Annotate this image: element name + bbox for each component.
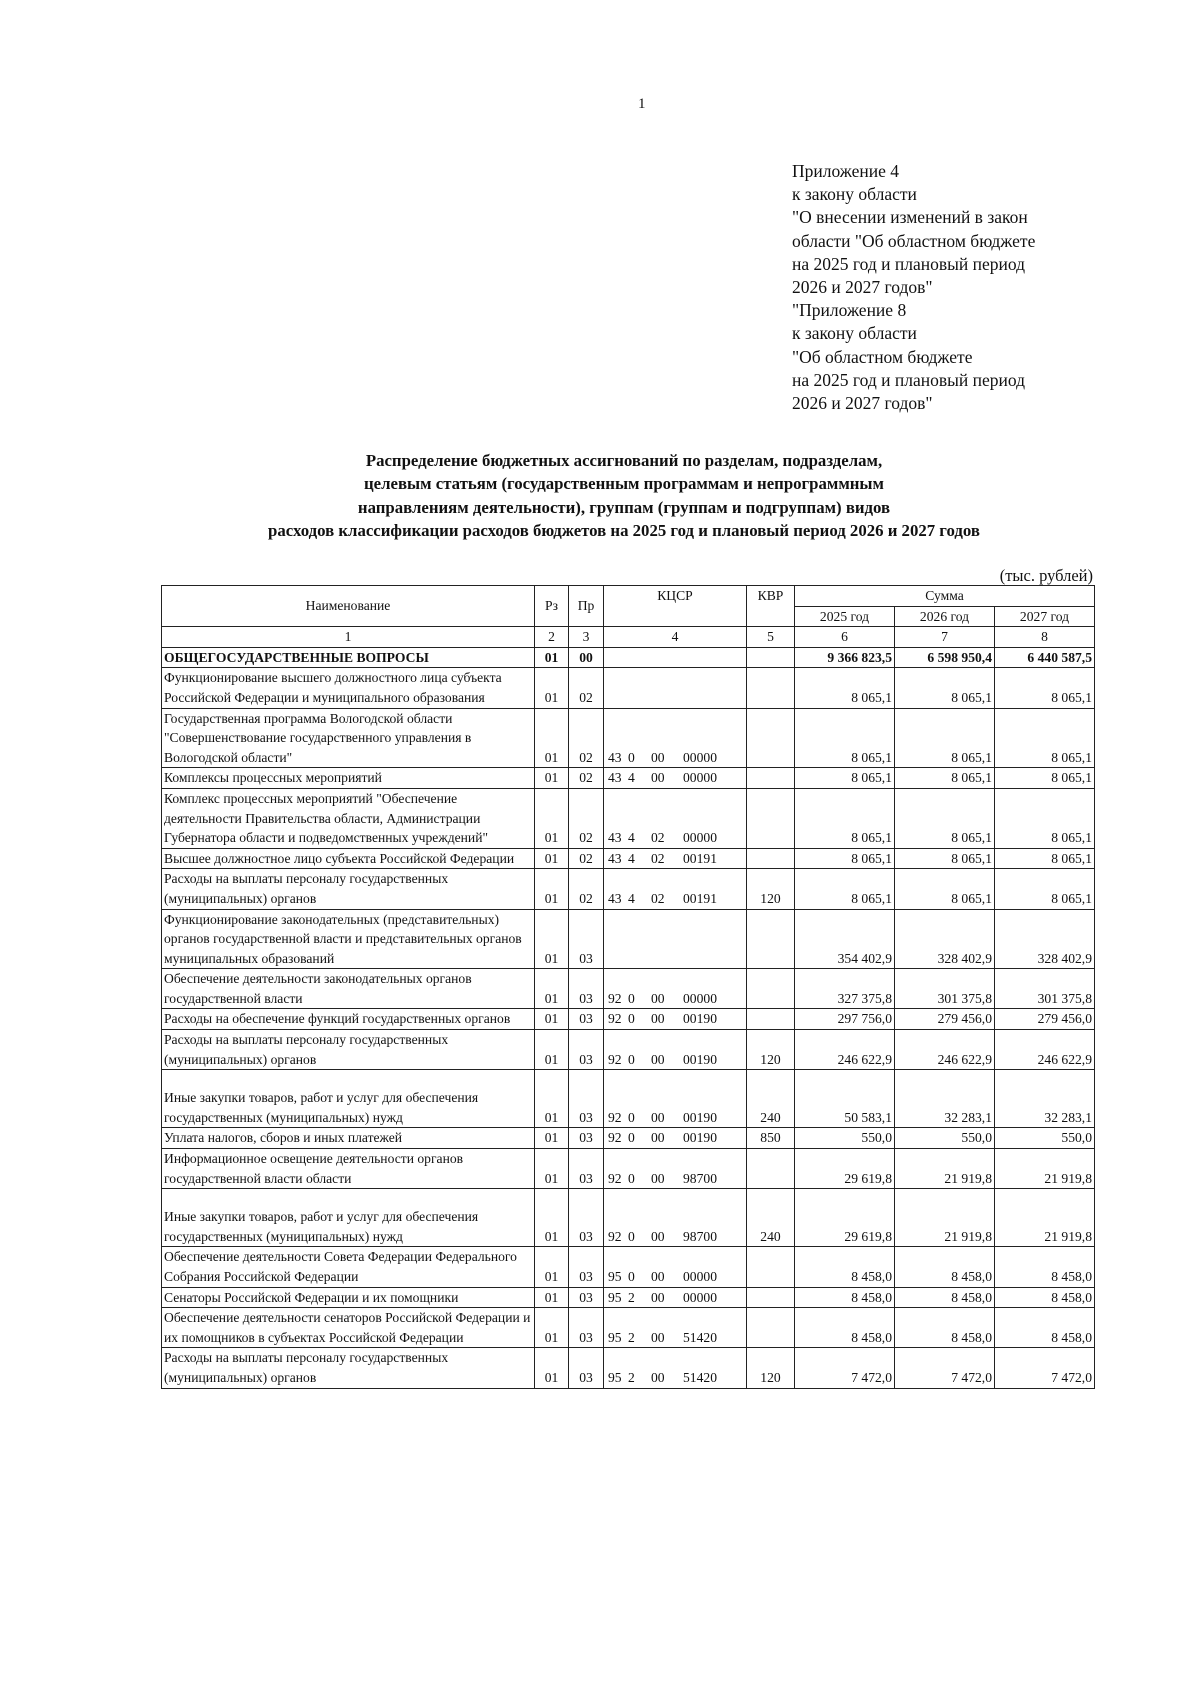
kcsr-part: 4 <box>628 770 635 786</box>
row-pr: 00 <box>569 647 604 668</box>
row-name: ОБЩЕГОСУДАРСТВЕННЫЕ ВОПРОСЫ <box>162 647 535 668</box>
row-pr: 02 <box>569 768 604 789</box>
table-row <box>162 708 1095 768</box>
row-rz: 01 <box>535 668 569 708</box>
column-number: 5 <box>747 627 795 648</box>
row-sum-2026: 328 402,9 <box>895 909 995 969</box>
row-kvr <box>747 1308 795 1348</box>
row-sum-2026: 301 375,8 <box>895 969 995 1009</box>
kcsr-part: 00 <box>651 1369 665 1385</box>
document-title <box>150 449 1098 542</box>
column-number: 8 <box>995 627 1095 648</box>
table-row <box>162 1348 1095 1388</box>
row-sum-2027: 8 065,1 <box>995 869 1095 909</box>
appendix-line: к закону области <box>792 323 917 344</box>
appendix-line: на 2025 год и плановый период <box>792 369 1026 390</box>
row-pr: 03 <box>569 1009 604 1030</box>
row-kcsr <box>604 1070 747 1128</box>
row-sum-2025: 8 065,1 <box>795 768 895 789</box>
column-number: 4 <box>604 627 747 648</box>
kcsr-part: 00000 <box>683 990 717 1006</box>
table-row <box>162 668 1095 708</box>
row-sum-2026: 8 065,1 <box>895 788 995 848</box>
column-number: 6 <box>795 627 895 648</box>
kcsr-part: 0 <box>628 1170 635 1186</box>
kcsr-part: 92 <box>608 1130 622 1146</box>
column-number: 3 <box>569 627 604 648</box>
row-sum-2025: 29 619,8 <box>795 1149 895 1189</box>
row-kcsr <box>604 708 747 768</box>
row-sum-2027: 8 065,1 <box>995 768 1095 789</box>
row-sum-2026: 21 919,8 <box>895 1149 995 1189</box>
row-kvr: 240 <box>747 1189 795 1247</box>
header-pr: Пр <box>569 586 604 627</box>
table-row <box>162 909 1095 969</box>
kcsr-part: 00000 <box>683 1289 717 1305</box>
table-row <box>162 1287 1095 1308</box>
kcsr-part: 00 <box>651 770 665 786</box>
column-number: 1 <box>162 627 535 648</box>
appendix-block <box>792 160 1092 415</box>
row-rz: 01 <box>535 1287 569 1308</box>
title-line: направлениям деятельности), группам (группам и подгруппам) видов <box>357 497 891 517</box>
row-name: Функционирование законодательных (представительных) органов государственной власти и представительных органов муниципальных образований <box>162 909 535 969</box>
row-sum-2027: 21 919,8 <box>995 1149 1095 1189</box>
kcsr-part: 4 <box>628 830 635 846</box>
row-sum-2025: 550,0 <box>795 1128 895 1149</box>
row-kcsr <box>604 647 747 668</box>
row-rz: 01 <box>535 768 569 789</box>
row-kvr <box>747 1149 795 1189</box>
row-kcsr <box>604 768 747 789</box>
row-rz: 01 <box>535 1348 569 1388</box>
kcsr-part: 00 <box>651 1011 665 1027</box>
row-pr: 03 <box>569 1189 604 1247</box>
row-sum-2025: 354 402,9 <box>795 909 895 969</box>
table-row <box>162 1247 1095 1287</box>
kcsr-part: 00 <box>651 1051 665 1067</box>
row-kcsr <box>604 1009 747 1030</box>
kcsr-part: 0 <box>628 1228 635 1244</box>
row-sum-2025: 246 622,9 <box>795 1030 895 1070</box>
row-sum-2025: 8 065,1 <box>795 848 895 869</box>
table-row <box>162 1128 1095 1149</box>
kcsr-part: 2 <box>628 1329 635 1345</box>
row-kcsr <box>604 1247 747 1287</box>
kcsr-part: 00190 <box>683 1051 717 1067</box>
kcsr-part: 0 <box>628 749 635 765</box>
row-name: Обеспечение деятельности Совета Федерации Федерального Собрания Российской Федерации <box>162 1247 535 1287</box>
header-kcsr: КЦСР <box>604 586 747 627</box>
row-sum-2026: 8 065,1 <box>895 708 995 768</box>
kcsr-part: 92 <box>608 1011 622 1027</box>
kcsr-part: 92 <box>608 990 622 1006</box>
kcsr-part: 95 <box>608 1289 622 1305</box>
row-kvr: 120 <box>747 869 795 909</box>
kcsr-part: 51420 <box>683 1329 717 1345</box>
table-row <box>162 1189 1095 1247</box>
row-kvr: 850 <box>747 1128 795 1149</box>
row-sum-2025: 50 583,1 <box>795 1070 895 1128</box>
row-sum-2025: 29 619,8 <box>795 1189 895 1247</box>
row-kcsr <box>604 869 747 909</box>
row-sum-2025: 8 458,0 <box>795 1308 895 1348</box>
row-sum-2026: 8 065,1 <box>895 869 995 909</box>
row-kvr <box>747 768 795 789</box>
row-name: Расходы на выплаты персоналу государственных (муниципальных) органов <box>162 869 535 909</box>
row-kcsr <box>604 1348 747 1388</box>
row-sum-2027: 550,0 <box>995 1128 1095 1149</box>
table-row <box>162 1009 1095 1030</box>
kcsr-part: 43 <box>608 830 622 846</box>
row-kcsr <box>604 969 747 1009</box>
row-pr: 03 <box>569 1287 604 1308</box>
kcsr-part: 00000 <box>683 1269 717 1284</box>
header-kvr: КВР <box>747 586 795 627</box>
row-sum-2027: 8 458,0 <box>995 1247 1095 1287</box>
title-line: расходов классификации расходов бюджетов на 2025 год и плановый период 2026 и 2027 годов <box>268 520 980 540</box>
kcsr-part: 98700 <box>683 1228 717 1244</box>
row-rz: 01 <box>535 1030 569 1070</box>
row-kvr <box>747 1009 795 1030</box>
table-row <box>162 969 1095 1009</box>
row-sum-2026: 8 065,1 <box>895 668 995 708</box>
row-kvr <box>747 708 795 768</box>
row-sum-2027: 21 919,8 <box>995 1189 1095 1247</box>
row-pr: 03 <box>569 1247 604 1287</box>
row-sum-2026: 32 283,1 <box>895 1070 995 1128</box>
kcsr-part: 92 <box>608 1051 622 1067</box>
row-sum-2026: 279 456,0 <box>895 1009 995 1030</box>
kcsr-part: 00 <box>651 1228 665 1244</box>
row-name: Сенаторы Российской Федерации и их помощники <box>162 1287 535 1308</box>
row-sum-2025: 8 065,1 <box>795 708 895 768</box>
row-name: Функционирование высшего должностного лица субъекта Российской Федерации и муниципального образования <box>162 668 535 708</box>
row-name: Иные закупки товаров, работ и услуг для обеспечения государственных (муниципальных) нужд <box>162 1189 535 1247</box>
row-sum-2025: 8 065,1 <box>795 869 895 909</box>
kcsr-part: 02 <box>651 890 665 906</box>
row-sum-2027: 32 283,1 <box>995 1070 1095 1128</box>
row-sum-2025: 7 472,0 <box>795 1348 895 1388</box>
row-kvr <box>747 909 795 969</box>
row-name: Расходы на выплаты персоналу государственных (муниципальных) органов <box>162 1030 535 1070</box>
kcsr-part: 00 <box>651 1269 665 1284</box>
kcsr-part: 92 <box>608 1228 622 1244</box>
header-sum: Сумма <box>795 586 1095 607</box>
row-pr: 03 <box>569 1030 604 1070</box>
row-kvr: 240 <box>747 1070 795 1128</box>
row-pr: 02 <box>569 708 604 768</box>
kcsr-part: 0 <box>628 1109 635 1125</box>
row-sum-2027: 8 458,0 <box>995 1287 1095 1308</box>
row-kvr: 120 <box>747 1348 795 1388</box>
row-rz: 01 <box>535 1009 569 1030</box>
row-pr: 02 <box>569 668 604 708</box>
row-rz: 01 <box>535 969 569 1009</box>
row-kcsr <box>604 1128 747 1149</box>
kcsr-part: 00 <box>651 1329 665 1345</box>
row-sum-2026: 550,0 <box>895 1128 995 1149</box>
row-kcsr <box>604 1287 747 1308</box>
kcsr-part: 00 <box>651 1109 665 1125</box>
row-rz: 01 <box>535 1128 569 1149</box>
row-rz: 01 <box>535 1070 569 1128</box>
table-row <box>162 848 1095 869</box>
kcsr-part: 00000 <box>683 770 717 786</box>
row-sum-2027: 8 065,1 <box>995 788 1095 848</box>
kcsr-part: 92 <box>608 1109 622 1125</box>
kcsr-part: 00 <box>651 749 665 765</box>
table-row <box>162 647 1095 668</box>
row-sum-2027: 8 458,0 <box>995 1308 1095 1348</box>
kcsr-part: 43 <box>608 850 622 866</box>
row-sum-2025: 8 458,0 <box>795 1287 895 1308</box>
row-sum-2026: 7 472,0 <box>895 1348 995 1388</box>
row-kvr <box>747 668 795 708</box>
row-pr: 03 <box>569 1128 604 1149</box>
row-kvr <box>747 969 795 1009</box>
title-line: целевым статьям (государственным программам и непрограммным <box>364 474 884 494</box>
kcsr-part: 2 <box>628 1369 635 1385</box>
appendix-line: "О внесении изменений в закон <box>792 207 1028 228</box>
row-sum-2027: 279 456,0 <box>995 1009 1095 1030</box>
kcsr-part: 95 <box>608 1369 622 1385</box>
appendix-line: 2026 и 2027 годов" <box>792 393 933 414</box>
kcsr-part: 00190 <box>683 1109 717 1125</box>
row-sum-2025: 8 065,1 <box>795 668 895 708</box>
header-year-2025: 2025 год <box>795 606 895 627</box>
row-kcsr <box>604 668 747 708</box>
appendix-line: Приложение 4 <box>792 161 900 181</box>
row-kcsr <box>604 848 747 869</box>
kcsr-part: 00190 <box>683 1011 717 1027</box>
row-pr: 03 <box>569 909 604 969</box>
table-row <box>162 869 1095 909</box>
table-row <box>162 1308 1095 1348</box>
kcsr-part: 0 <box>628 1269 635 1284</box>
row-sum-2026: 8 065,1 <box>895 848 995 869</box>
header-year-2027: 2027 год <box>995 606 1095 627</box>
row-name: Высшее должностное лицо субъекта Российской Федерации <box>162 848 535 869</box>
appendix-line: "Приложение 8 <box>792 300 907 321</box>
row-sum-2026: 246 622,9 <box>895 1030 995 1070</box>
row-kvr <box>747 1287 795 1308</box>
row-kcsr <box>604 788 747 848</box>
appendix-line: 2026 и 2027 годов" <box>792 277 933 298</box>
column-number: 7 <box>895 627 995 648</box>
row-kcsr <box>604 1149 747 1189</box>
kcsr-part: 51420 <box>683 1369 717 1385</box>
kcsr-part: 43 <box>608 770 622 786</box>
appendix-line: области "Об областном бюджете <box>792 230 1036 251</box>
kcsr-part: 00 <box>651 990 665 1006</box>
kcsr-part: 02 <box>651 830 665 846</box>
row-name: Расходы на выплаты персоналу государственных (муниципальных) органов <box>162 1348 535 1388</box>
row-sum-2027: 6 440 587,5 <box>995 647 1095 668</box>
row-name: Комплексы процессных мероприятий <box>162 768 535 789</box>
table-row <box>162 1030 1095 1070</box>
row-rz: 01 <box>535 1247 569 1287</box>
kcsr-part: 0 <box>628 1011 635 1027</box>
row-name: Иные закупки товаров, работ и услуг для обеспечения государственных (муниципальных) нужд <box>162 1070 535 1128</box>
row-pr: 02 <box>569 788 604 848</box>
header-rz: Рз <box>535 586 569 627</box>
row-sum-2026: 8 458,0 <box>895 1287 995 1308</box>
row-name: Обеспечение деятельности сенаторов Российской Федерации и их помощников в субъектах Российской Федерации <box>162 1308 535 1348</box>
kcsr-part: 00190 <box>683 1130 717 1146</box>
row-kvr <box>747 788 795 848</box>
row-name: Комплекс процессных мероприятий "Обеспечение деятельности Правительства области, Администрации Губернатора области и подведомственных учреждений" <box>162 788 535 848</box>
row-sum-2027: 8 065,1 <box>995 848 1095 869</box>
row-name: Уплата налогов, сборов и иных платежей <box>162 1128 535 1149</box>
row-pr: 03 <box>569 1070 604 1128</box>
appendix-line: "Об областном бюджете <box>792 346 973 367</box>
row-sum-2025: 8 065,1 <box>795 788 895 848</box>
kcsr-part: 00191 <box>683 850 717 866</box>
row-name: Государственная программа Вологодской области "Совершенствование государственного управления в Вологодской области" <box>162 708 535 768</box>
row-pr: 03 <box>569 1348 604 1388</box>
row-sum-2027: 328 402,9 <box>995 909 1095 969</box>
kcsr-part: 95 <box>608 1329 622 1345</box>
row-rz: 01 <box>535 788 569 848</box>
kcsr-part: 00 <box>651 1130 665 1146</box>
table-row <box>162 768 1095 789</box>
kcsr-part: 0 <box>628 1051 635 1067</box>
kcsr-part: 00 <box>651 1170 665 1186</box>
kcsr-part: 2 <box>628 1289 635 1305</box>
kcsr-part: 0 <box>628 990 635 1006</box>
row-name: Обеспечение деятельности законодательных органов государственной власти <box>162 969 535 1009</box>
kcsr-part: 00000 <box>683 749 717 765</box>
row-pr: 02 <box>569 848 604 869</box>
row-sum-2026: 6 598 950,4 <box>895 647 995 668</box>
kcsr-part: 95 <box>608 1269 622 1284</box>
row-sum-2027: 8 065,1 <box>995 708 1095 768</box>
row-rz: 01 <box>535 869 569 909</box>
row-rz: 01 <box>535 1189 569 1247</box>
kcsr-part: 43 <box>608 890 622 906</box>
kcsr-part: 4 <box>628 850 635 866</box>
row-name: Расходы на обеспечение функций государственных органов <box>162 1009 535 1030</box>
row-sum-2026: 8 065,1 <box>895 768 995 789</box>
table-row <box>162 1149 1095 1189</box>
kcsr-part: 00 <box>651 1289 665 1305</box>
appendix-line: к закону области <box>792 184 917 205</box>
kcsr-part: 4 <box>628 890 635 906</box>
row-kcsr <box>604 909 747 969</box>
row-sum-2026: 8 458,0 <box>895 1247 995 1287</box>
row-rz: 01 <box>535 1308 569 1348</box>
budget-table <box>161 585 1095 1389</box>
row-sum-2025: 9 366 823,5 <box>795 647 895 668</box>
appendix-line: на 2025 год и плановый период <box>792 253 1026 274</box>
row-sum-2027: 246 622,9 <box>995 1030 1095 1070</box>
row-rz: 01 <box>535 708 569 768</box>
column-number: 2 <box>535 627 569 648</box>
row-sum-2027: 7 472,0 <box>995 1348 1095 1388</box>
row-sum-2026: 21 919,8 <box>895 1189 995 1247</box>
row-sum-2025: 8 458,0 <box>795 1247 895 1287</box>
row-sum-2025: 327 375,8 <box>795 969 895 1009</box>
kcsr-part: 02 <box>651 850 665 866</box>
kcsr-part: 0 <box>628 1130 635 1146</box>
row-rz: 01 <box>535 1149 569 1189</box>
row-kcsr <box>604 1030 747 1070</box>
row-pr: 03 <box>569 969 604 1009</box>
row-sum-2025: 297 756,0 <box>795 1009 895 1030</box>
kcsr-part: 92 <box>608 1170 622 1186</box>
row-rz: 01 <box>535 647 569 668</box>
row-kvr <box>747 647 795 668</box>
kcsr-part: 98700 <box>683 1170 717 1186</box>
row-name: Информационное освещение деятельности органов государственной власти области <box>162 1149 535 1189</box>
kcsr-part: 43 <box>608 749 622 765</box>
header-name: Наименование <box>162 586 535 627</box>
page-number: 1 <box>638 96 646 112</box>
row-sum-2027: 301 375,8 <box>995 969 1095 1009</box>
row-sum-2026: 8 458,0 <box>895 1308 995 1348</box>
row-kvr: 120 <box>747 1030 795 1070</box>
row-kcsr <box>604 1189 747 1247</box>
kcsr-part: 00000 <box>683 830 717 846</box>
row-pr: 03 <box>569 1149 604 1189</box>
row-pr: 02 <box>569 869 604 909</box>
table-row <box>162 1070 1095 1128</box>
kcsr-part: 00191 <box>683 890 717 906</box>
header-year-2026: 2026 год <box>895 606 995 627</box>
row-sum-2027: 8 065,1 <box>995 668 1095 708</box>
row-kvr <box>747 1247 795 1287</box>
row-pr: 03 <box>569 1308 604 1348</box>
table-row <box>162 788 1095 848</box>
row-rz: 01 <box>535 848 569 869</box>
units-label: (тыс. рублей) <box>999 566 1093 585</box>
row-rz: 01 <box>535 909 569 969</box>
row-kcsr <box>604 1308 747 1348</box>
row-kvr <box>747 848 795 869</box>
title-line: Распределение бюджетных ассигнований по разделам, подразделам, <box>365 451 883 470</box>
